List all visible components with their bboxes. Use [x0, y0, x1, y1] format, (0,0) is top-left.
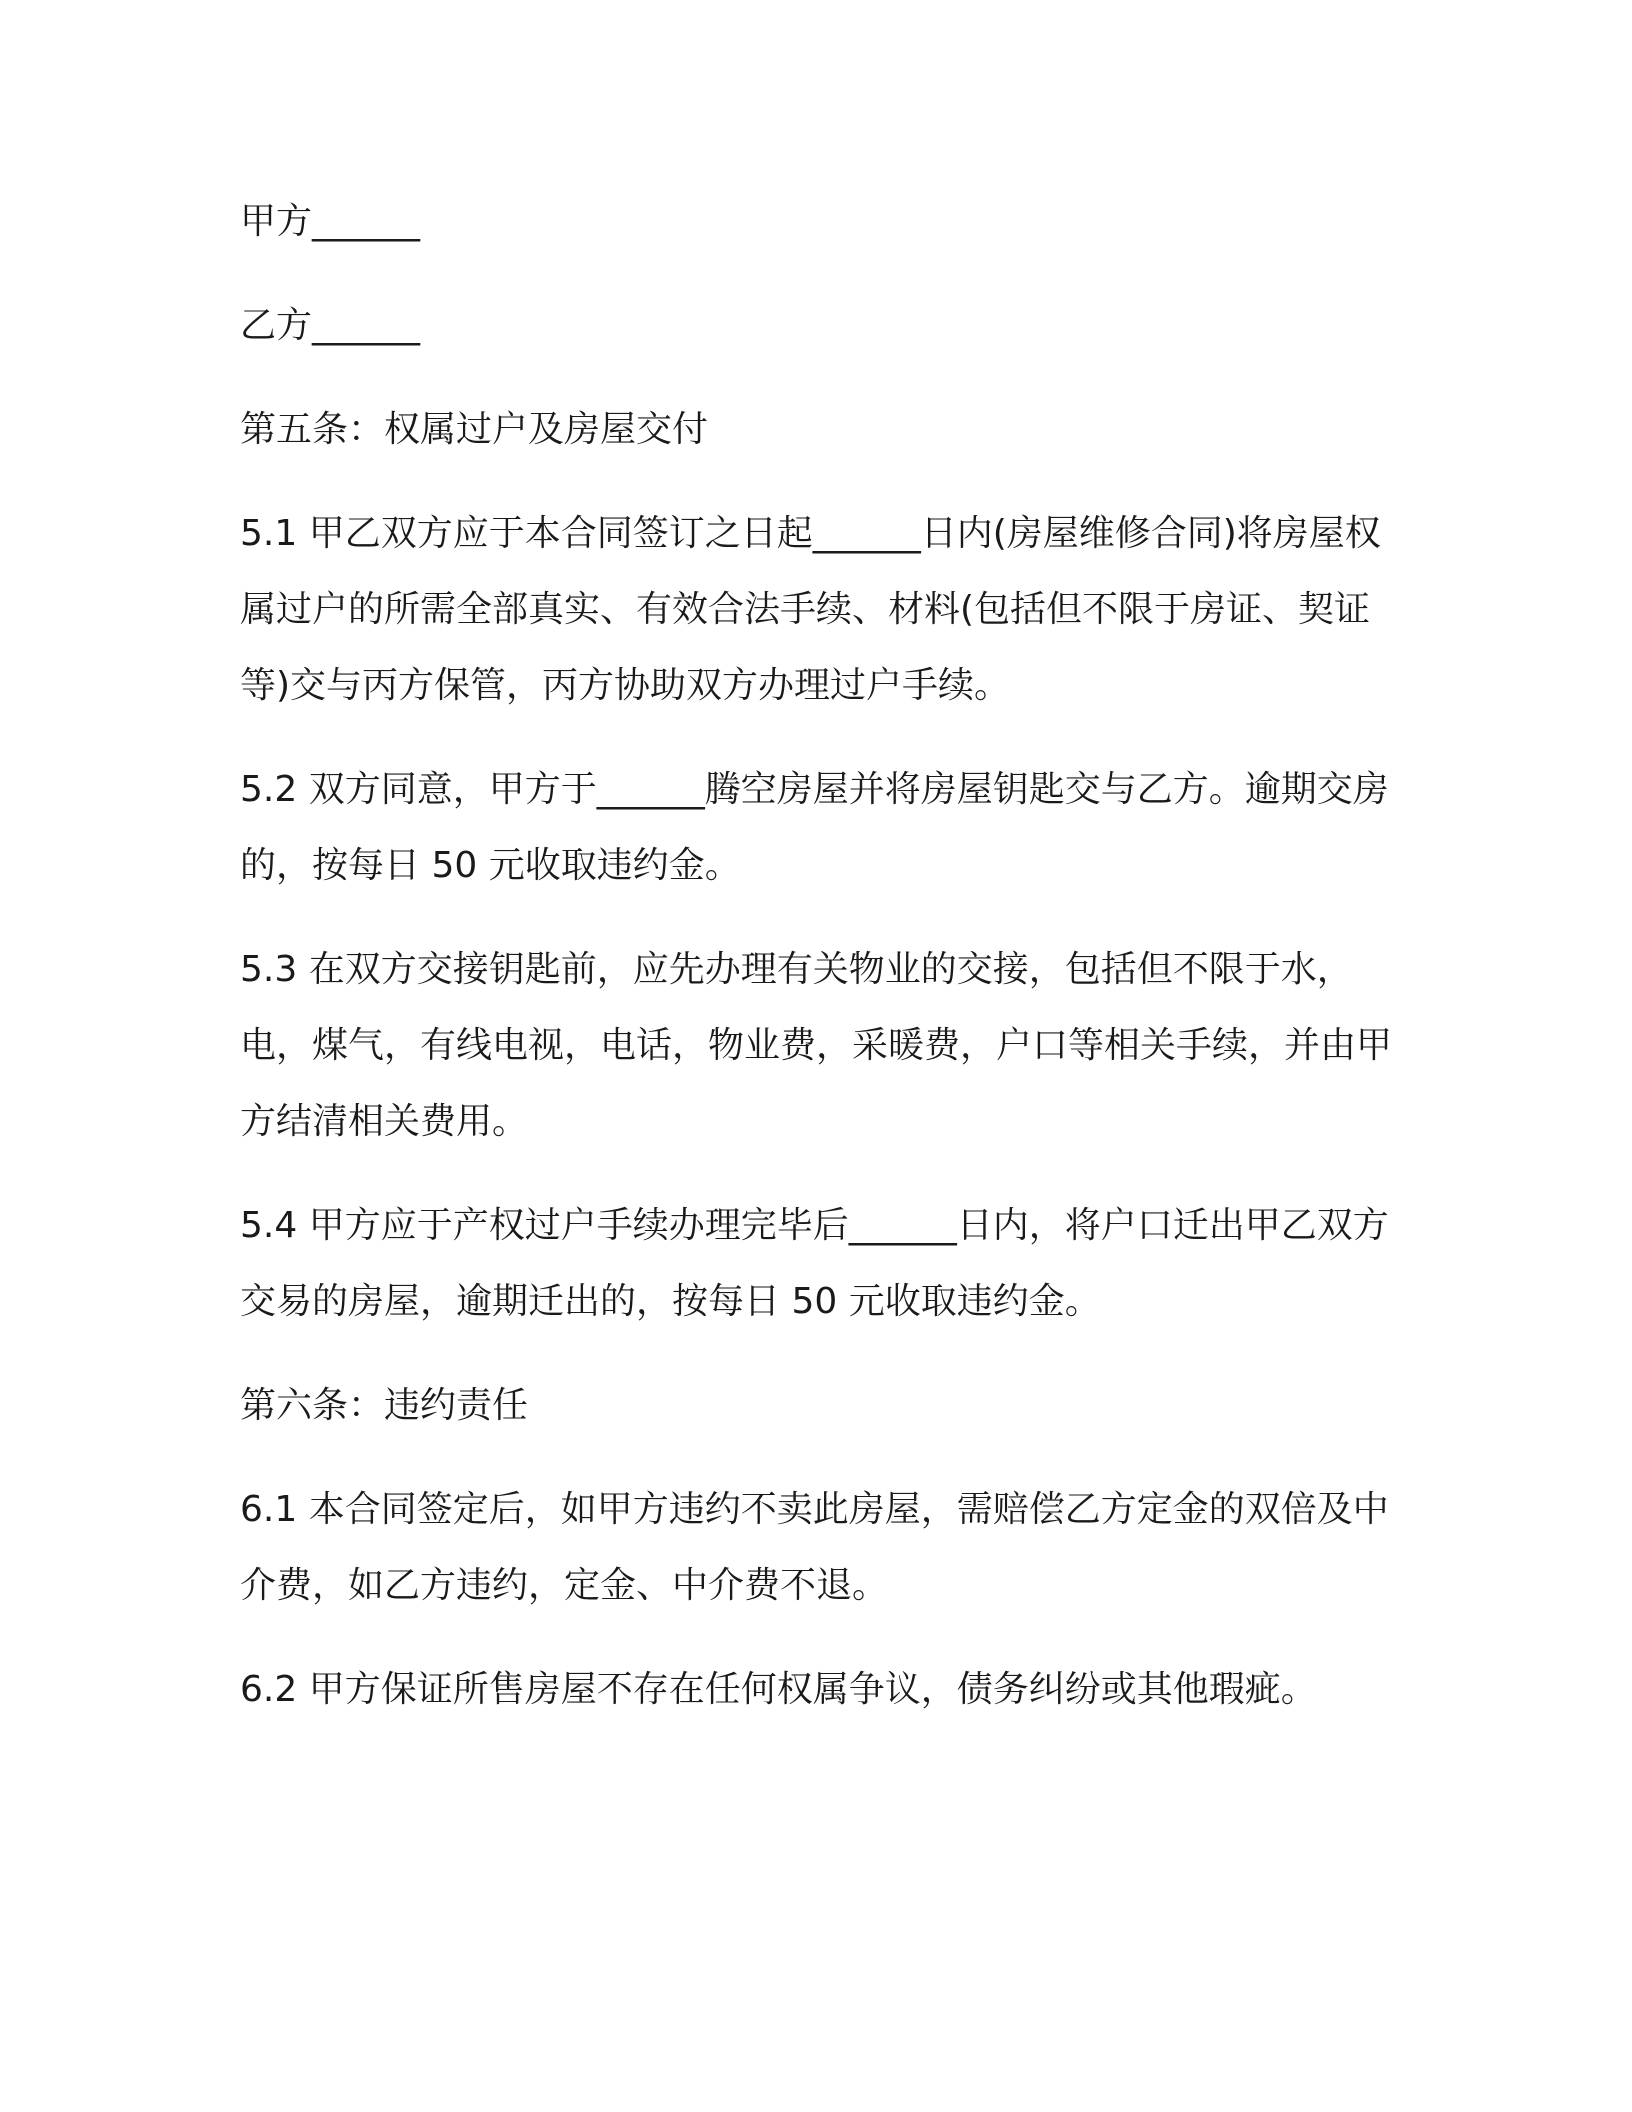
clause-6-1: 6.1 本合同签定后，如甲方违约不卖此房屋，需赔偿乙方定金的双倍及中介费，如乙方违约，定金、中介费不退。 [240, 1489, 1389, 1606]
clause-5-4: 5.4 甲方应于产权过户手续办理完毕后______日内，将户口迁出甲乙双方交易的房屋，逾期迁出的，按每日 50 元收取违约金。 [240, 1205, 1389, 1322]
clause-6-2: 6.2 甲方保证所售房屋不存在任何权属争议，债务纠纷或其他瑕疵。 [240, 1669, 1317, 1710]
clause-5-1: 5.1 甲乙双方应于本合同签订之日起______日内(房屋维修合同)将房屋权属过户的所需全部真实、有效合法手续、材料(包括但不限于房证、契证等)交与丙方保管，丙方协助双方办理过户手续。 [240, 513, 1381, 706]
party-a-line: 甲方______ [240, 201, 421, 242]
clause-5-2: 5.2 双方同意，甲方于______腾空房屋并将房屋钥匙交与乙方。逾期交房的，按每日 50 元收取违约金。 [240, 769, 1389, 886]
party-b-line: 乙方______ [240, 305, 421, 346]
article-5-heading: 第五条：权属过户及房屋交付 [240, 409, 709, 450]
document-body [240, 184, 1400, 1756]
article-6-heading: 第六条：违约责任 [240, 1385, 529, 1426]
clause-5-3: 5.3 在双方交接钥匙前，应先办理有关物业的交接，包括但不限于水，电，煤气，有线电视，电话，物业费，采暖费，户口等相关手续，并由甲方结清相关费用。 [240, 949, 1393, 1142]
